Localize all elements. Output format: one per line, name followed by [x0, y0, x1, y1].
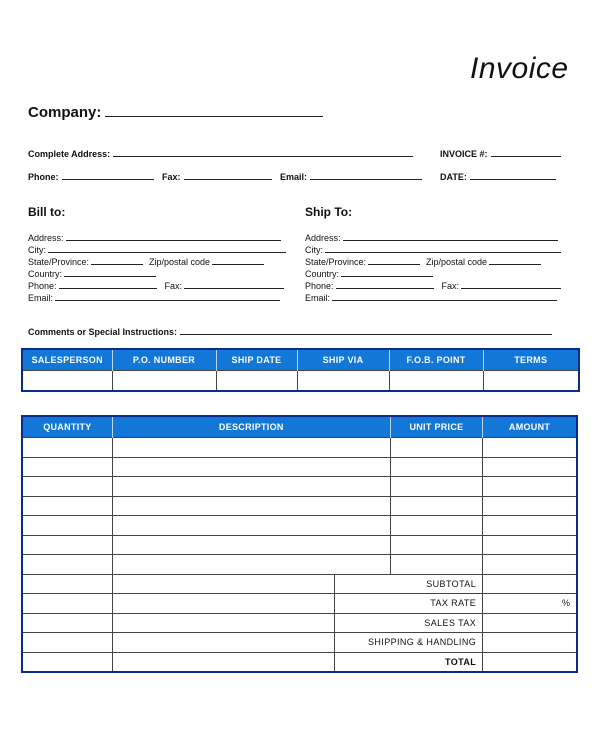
ship-country-row — [305, 268, 433, 279]
header-unit-price: UNIT PRICE — [390, 416, 482, 438]
description-cell[interactable] — [112, 477, 390, 497]
bill-city-label: City: — [28, 245, 46, 255]
subtotal-label: SUBTOTAL — [334, 574, 483, 594]
description-cell[interactable] — [112, 457, 390, 477]
sales-tax-row — [22, 613, 577, 633]
quantity-cell[interactable] — [22, 613, 112, 633]
date-line[interactable] — [470, 171, 556, 180]
invoice-title: Invoice — [470, 52, 569, 85]
ship-via-cell[interactable] — [297, 371, 389, 392]
ship-city-row — [305, 244, 561, 255]
ship-state-row — [305, 256, 541, 267]
line-items-table — [21, 415, 578, 673]
bill-fax-label: Fax: — [164, 281, 183, 291]
tax-rate-row — [22, 594, 577, 614]
header-quantity: QUANTITY — [22, 416, 112, 438]
ship-email-label: Email: — [305, 293, 331, 303]
bill-email-label: Email: — [28, 293, 54, 303]
table-row — [22, 555, 577, 575]
ship-country-label: Country: — [305, 269, 340, 279]
quantity-cell[interactable] — [22, 574, 112, 594]
description-cell[interactable] — [112, 535, 390, 555]
table-row — [22, 535, 577, 555]
ship-fax-label: Fax: — [441, 281, 460, 291]
unit-price-cell[interactable] — [390, 555, 482, 575]
unit-price-cell[interactable] — [390, 516, 482, 536]
amount-cell[interactable] — [483, 516, 577, 536]
shipping-header-row — [22, 349, 579, 371]
ship-zip-line[interactable] — [489, 256, 541, 265]
header-fob-point: F.O.B. POINT — [389, 349, 483, 371]
ship-state-label: State/Province: — [305, 257, 367, 267]
bill-phone-line[interactable] — [59, 280, 157, 289]
description-cell[interactable] — [112, 633, 334, 653]
ship-state-line[interactable] — [368, 256, 420, 265]
shipping-handling-value[interactable] — [483, 633, 577, 653]
description-cell[interactable] — [112, 516, 390, 536]
comments-label: Comments or Special Instructions: — [28, 327, 178, 337]
ship-date-cell[interactable] — [216, 371, 297, 392]
fax-label: Fax: — [162, 172, 181, 182]
ship-city-label: City: — [305, 245, 323, 255]
ship-city-line[interactable] — [325, 244, 561, 253]
bill-city-line[interactable] — [48, 244, 286, 253]
bill-address-line[interactable] — [66, 232, 281, 241]
bill-to-title: Bill to: — [28, 205, 66, 219]
bill-address-label: Address: — [28, 233, 64, 243]
table-row — [22, 516, 577, 536]
phone-label: Phone: — [28, 172, 59, 182]
quantity-cell[interactable] — [22, 496, 112, 516]
sales-tax-label: SALES TAX — [334, 613, 483, 633]
ship-email-row — [305, 292, 557, 303]
ship-email-line[interactable] — [332, 292, 557, 301]
invoice-number-line[interactable] — [491, 148, 561, 157]
amount-cell[interactable] — [483, 477, 577, 497]
fax-line[interactable] — [184, 171, 272, 180]
ship-phone-label: Phone: — [305, 281, 334, 291]
unit-price-cell[interactable] — [390, 438, 482, 458]
unit-price-cell[interactable] — [390, 477, 482, 497]
email-label: Email: — [280, 172, 308, 182]
bill-zip-label: Zip/postal code — [149, 257, 211, 267]
description-cell[interactable] — [112, 438, 390, 458]
bill-email-line[interactable] — [55, 292, 280, 301]
bill-state-row — [28, 256, 264, 267]
ship-country-line[interactable] — [341, 268, 433, 277]
description-cell[interactable] — [112, 652, 334, 672]
quantity-cell[interactable] — [22, 633, 112, 653]
amount-cell[interactable] — [483, 535, 577, 555]
quantity-cell[interactable] — [22, 594, 112, 614]
ship-address-row — [305, 232, 558, 243]
invoice-number-label: INVOICE #: — [440, 149, 488, 159]
description-cell[interactable] — [112, 496, 390, 516]
total-row — [22, 652, 577, 672]
unit-price-cell[interactable] — [390, 457, 482, 477]
ship-fax-line[interactable] — [461, 280, 561, 289]
phone-line[interactable] — [62, 171, 154, 180]
ship-phone-row — [305, 280, 561, 291]
header-ship-via: SHIP VIA — [297, 349, 389, 371]
amount-cell[interactable] — [483, 438, 577, 458]
ship-zip-label: Zip/postal code — [426, 257, 488, 267]
quantity-cell[interactable] — [22, 516, 112, 536]
items-header-row — [22, 416, 577, 438]
company-input-line-ext[interactable] — [285, 104, 323, 117]
ship-address-line[interactable] — [343, 232, 558, 241]
bill-country-label: Country: — [28, 269, 63, 279]
fob-point-cell[interactable] — [389, 371, 483, 392]
header-description: DESCRIPTION — [112, 416, 390, 438]
unit-price-cell[interactable] — [390, 496, 482, 516]
quantity-cell[interactable] — [22, 477, 112, 497]
subtotal-row — [22, 574, 577, 594]
bill-country-row — [28, 268, 156, 279]
company-input-line[interactable] — [105, 104, 285, 117]
bill-address-row — [28, 232, 281, 243]
bill-fax-line[interactable] — [184, 280, 284, 289]
complete-address-line[interactable] — [113, 148, 413, 157]
header-po-number: P.O. NUMBER — [112, 349, 216, 371]
bill-zip-line[interactable] — [212, 256, 264, 265]
ship-to-title: Ship To: — [305, 205, 353, 219]
shipping-handling-row — [22, 633, 577, 653]
header-terms: TERMS — [483, 349, 579, 371]
terms-cell[interactable] — [483, 371, 579, 392]
amount-cell[interactable] — [483, 555, 577, 575]
header-amount: AMOUNT — [483, 416, 577, 438]
subtotal-value[interactable] — [483, 574, 577, 594]
shipping-handling-label: SHIPPING & HANDLING — [334, 633, 483, 653]
comments-row — [28, 326, 558, 337]
quantity-cell[interactable] — [22, 652, 112, 672]
salesperson-cell[interactable] — [22, 371, 112, 392]
quantity-cell[interactable] — [22, 555, 112, 575]
shipping-input-row — [22, 371, 579, 392]
ship-phone-line[interactable] — [336, 280, 434, 289]
unit-price-cell[interactable] — [390, 535, 482, 555]
tax-rate-value[interactable]: % — [483, 594, 577, 614]
quantity-cell[interactable] — [22, 457, 112, 477]
bill-state-line[interactable] — [91, 256, 143, 265]
table-row — [22, 477, 577, 497]
address-row — [28, 148, 419, 159]
table-row — [22, 438, 577, 458]
bill-state-label: State/Province: — [28, 257, 90, 267]
description-cell[interactable] — [112, 555, 390, 575]
quantity-cell[interactable] — [22, 438, 112, 458]
ship-address-label: Address: — [305, 233, 341, 243]
complete-address-label: Complete Address: — [28, 149, 111, 159]
bill-country-line[interactable] — [64, 268, 156, 277]
date-label: DATE: — [440, 172, 467, 182]
invoice-number-row — [440, 148, 567, 159]
email-line[interactable] — [310, 171, 422, 180]
bill-city-row — [28, 244, 286, 255]
table-row — [22, 496, 577, 516]
contact-row — [28, 171, 428, 182]
header-ship-date: SHIP DATE — [216, 349, 297, 371]
total-label: TOTAL — [334, 652, 483, 672]
tax-rate-label: TAX RATE — [334, 594, 483, 614]
shipping-info-table — [21, 348, 580, 392]
total-value[interactable] — [483, 652, 577, 672]
description-cell[interactable] — [112, 574, 334, 594]
comments-line[interactable] — [180, 326, 552, 335]
bill-email-row — [28, 292, 280, 303]
bill-phone-row — [28, 280, 284, 291]
description-cell[interactable] — [112, 594, 334, 614]
quantity-cell[interactable] — [22, 535, 112, 555]
po-number-cell[interactable] — [112, 371, 216, 392]
header-salesperson: SALESPERSON — [22, 349, 112, 371]
bill-phone-label: Phone: — [28, 281, 57, 291]
amount-cell[interactable] — [483, 457, 577, 477]
description-cell[interactable] — [112, 613, 334, 633]
amount-cell[interactable] — [483, 496, 577, 516]
company-label: Company: — [28, 104, 102, 121]
company-field — [28, 104, 323, 121]
table-row — [22, 457, 577, 477]
sales-tax-value[interactable] — [483, 613, 577, 633]
date-row — [440, 171, 562, 182]
